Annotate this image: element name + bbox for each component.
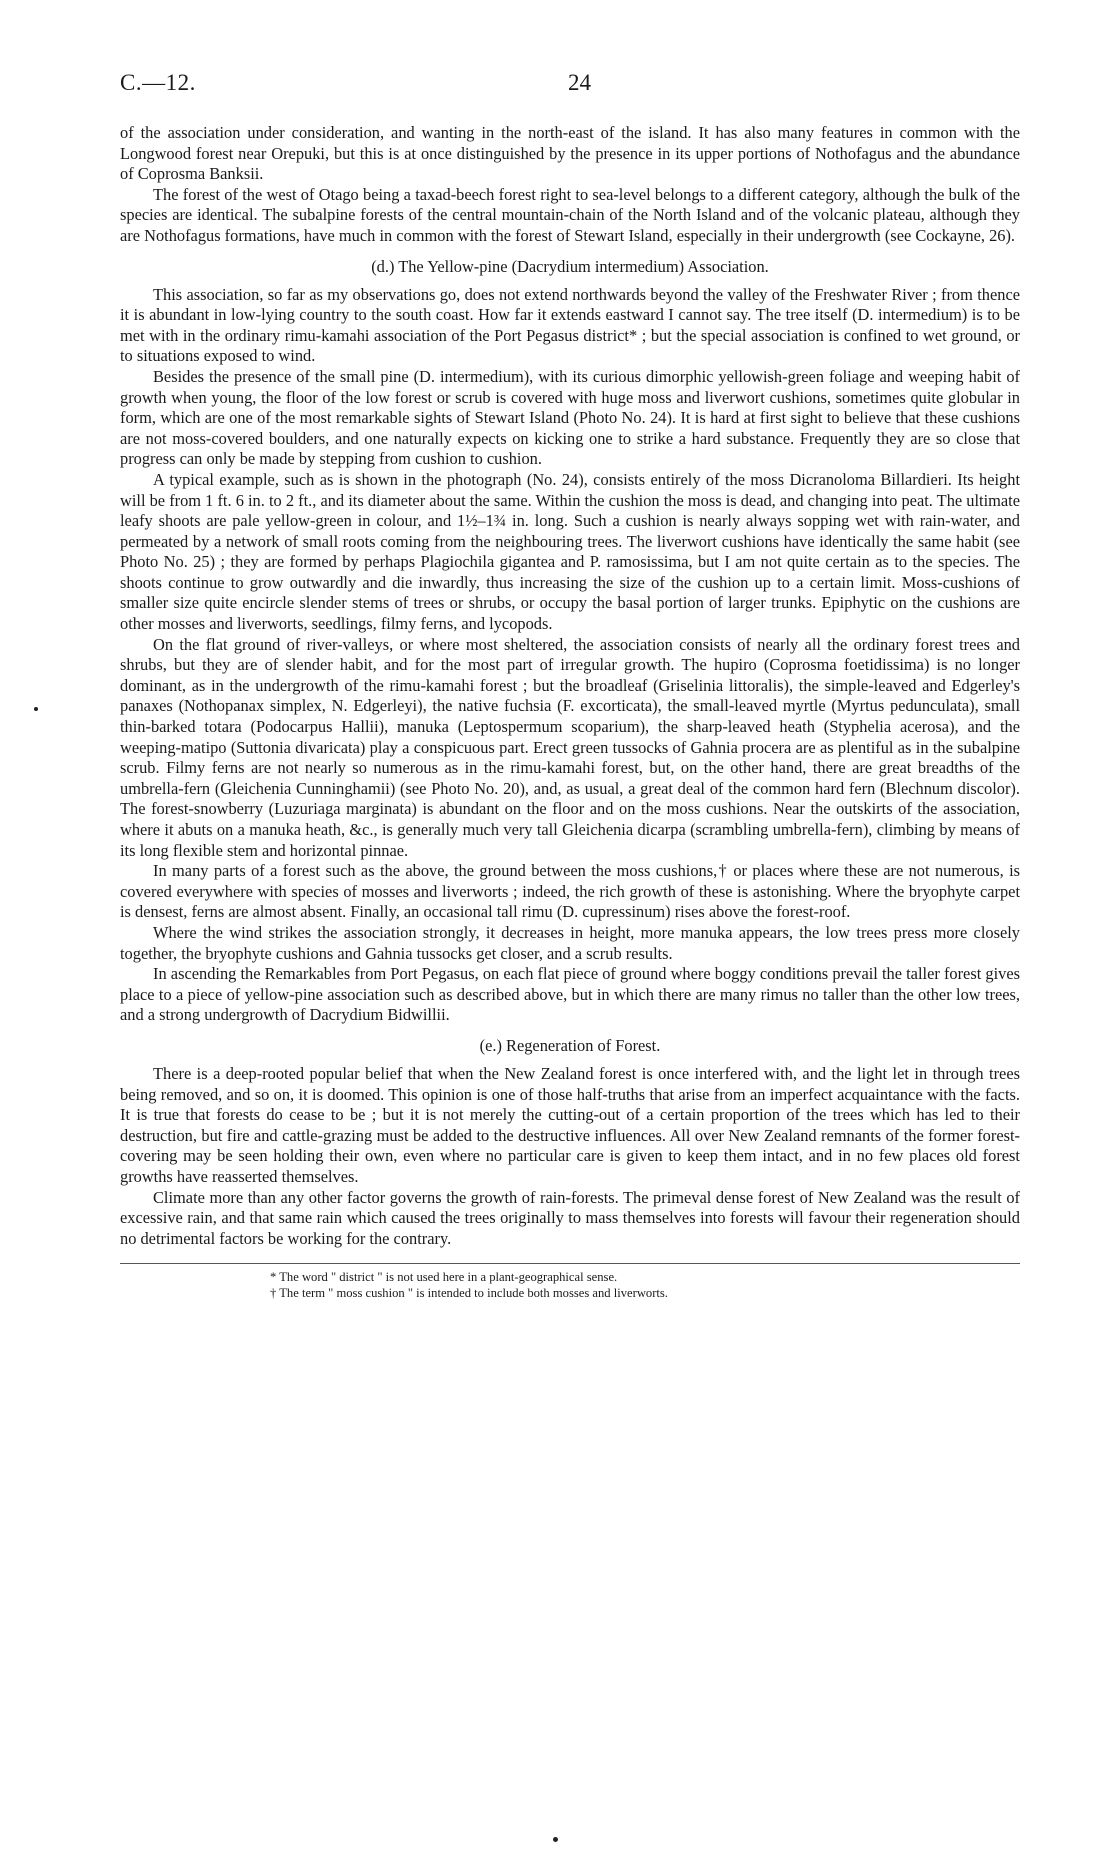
paragraph: A typical example, such as is shown in the photograph (No. 24), consists entirely of the moss Dicranoloma Billardieri. Its height will be from 1 ft. 6 in. to 2 ft., and its diameter about the same. Within the cushion the moss is dead, and changing into peat. The ultimate leafy shoots are pale yellow-green in colour, and 1½–1¾ in. long. Such a cushion is nearly always sopping wet with rain-water, and permeated by a network of small roots coming from the neighbouring trees. The liverwort cushions have identically the same habit (see Photo No. 25) ; they are formed by perhaps Plagiochila gigantea and P. ramosissima, but I am not quite certain as to the species. The shoots continue to grow outwardly and die inwardly, thus increasing the size of the cushion up to a certain limit. Moss-cushions of smaller size quite encircle slender stems of trees or shrubs, or occupy the basal portion of larger trunks. Epiphytic on the cushions are other mosses and liverworts, seedlings, filmy ferns, and lycopods.: [120, 469, 1020, 634]
page-number: 24: [568, 70, 591, 95]
page-header: [120, 70, 1020, 100]
paragraph: Where the wind strikes the association strongly, it decreases in height, more manuka appears, the low trees press more closely together, the bryophyte cushions and Gahnia tussocks get closer, and a scrub results.: [120, 922, 1020, 963]
paragraph: Climate more than any other factor governs the growth of rain-forests. The primeval dense forest of New Zealand was the result of excessive rain, and that same rain which caused the trees originally to mass themselves into forests will favour their regeneration should no detrimental factors be working for the contrary.: [120, 1187, 1020, 1248]
footnote: * The word " district " is not used here in a plant-geographical sense.: [270, 1270, 618, 1285]
paragraph: In many parts of a forest such as the above, the ground between the moss cushions,† or places where these are not numerous, is covered everywhere with species of mosses and liverworts ; indeed, the rich growth of these is astonishing. Where the bryophyte carpet is densest, ferns are almost absent. Finally, an occasional tall rimu (D. cupressinum) rises above the forest-roof.: [120, 861, 1020, 922]
section-heading: (d.) The Yellow-pine (Dacrydium intermedium) Association.: [371, 256, 769, 276]
scan-speck: [553, 1837, 558, 1842]
paragraph: There is a deep-rooted popular belief that when the New Zealand forest is once interfered with, and the light let in through trees being removed, and so on, it is doomed. This opinion is one of those half-truths that arise from an imperfect acquaintance with the facts. It is true that forests do cease to be ; but it is not merely the cutting-out of a certain proportion of the trees which has led to their destruction, but fire and cattle-grazing must be added to the destructive influences. All over New Zealand remnants of the former forest-covering may be seen holding their own, even where no particular care is given to keep them intact, and in no few places old forest growths have reasserted themselves.: [120, 1063, 1020, 1186]
footnote-divider: [120, 1263, 1020, 1264]
paragraph: In ascending the Remarkables from Port Pegasus, on each flat piece of ground where boggy conditions prevail the taller forest gives place to a piece of yellow-pine association such as described above, but in which there are many rimus no taller than the other low trees, and a strong undergrowth of Dacrydium Bidwillii.: [120, 964, 1020, 1025]
document-id: C.—12.: [120, 70, 196, 95]
paragraph: The forest of the west of Otago being a taxad-beech forest right to sea-level belongs to a different category, although the bulk of the species are identical. The subalpine forests of the central mountain-chain of the North Island and of the volcanic plateau, although they are Nothofagus formations, have much in common with the forest of Stewart Island, especially in their undergrowth (see Cockayne, 26).: [120, 184, 1020, 245]
scan-speck: [34, 707, 38, 711]
footnotes: [120, 1270, 1020, 1301]
footnote: † The term " moss cushion " is intended to include both mosses and liverworts.: [270, 1285, 668, 1300]
paragraph: On the flat ground of river-valleys, or where most sheltered, the association consists of nearly all the ordinary forest trees and shrubs, but they are of slender habit, and for the most part of irregular growth. The hupiro (Coprosma foetidissima) is no longer dominant, as in the undergrowth of the rimu-kamahi forest ; but the broadleaf (Griselinia littoralis), the simple-leaved and Edgerley's panaxes (Nothopanax simplex, N. Edgerleyi), the native fuchsia (F. excorticata), the small-leaved myrtle (Myrtus pedunculata), small thin-barked totara (Podocarpus Hallii), manuka (Leptospermum scoparium), the sharp-leaved heath (Styphelia acerosa), and the weeping-matipo (Suttonia divaricata) play a conspicuous part. Erect green tussocks of Gahnia procera are as plentiful as in the subalpine scrub. Filmy ferns are not nearly so numerous as in the rimu-kamahi forest, but, on the other hand, there are great breadths of the umbrella-fern (Gleichenia Cunninghamii) (see Photo No. 20), and, as usual, a great deal of the common hard fern (Blechnum discolor). The forest-snowberry (Luzuriaga marginata) is abundant on the floor and on the moss cushions. Near the outskirts of the association, where it abuts on a manuka heath, &c., is generally much very tall Gleichenia dicarpa (scrambling umbrella-fern), climbing by means of its long flexible stem and horizontal pinnae.: [120, 634, 1020, 860]
body-text: [120, 123, 1020, 1301]
paragraph: of the association under consideration, and wanting in the north-east of the island. It has also many features in common with the Longwood forest near Orepuki, but this is at once distinguished by the presence in its upper portions of Nothofagus and the abundance of Coprosma Banksii.: [120, 123, 1020, 184]
paragraph: Besides the presence of the small pine (D. intermedium), with its curious dimorphic yellowish-green foliage and weeping habit of growth when young, the floor of the low forest or scrub is covered with huge moss and liverwort cushions, sometimes quite globular in form, which are one of the most remarkable sights of Stewart Island (Photo No. 24). It is hard at first sight to believe that these cushions are not moss-covered boulders, and one naturally expects on kicking one to strike a hard substance. Frequently they are so close that progress can only be made by stepping from cushion to cushion.: [120, 366, 1020, 469]
paragraph: This association, so far as my observations go, does not extend northwards beyond the valley of the Freshwater River ; from thence it is abundant in low-lying country to the south coast. How far it extends eastward I cannot say. The tree itself (D. intermedium) is to be met with in the ordinary rimu-kamahi association of the Port Pegasus district* ; but the special association is confined to wet ground, or to situations exposed to wind.: [120, 284, 1020, 366]
section-heading: (e.) Regeneration of Forest.: [479, 1035, 661, 1055]
